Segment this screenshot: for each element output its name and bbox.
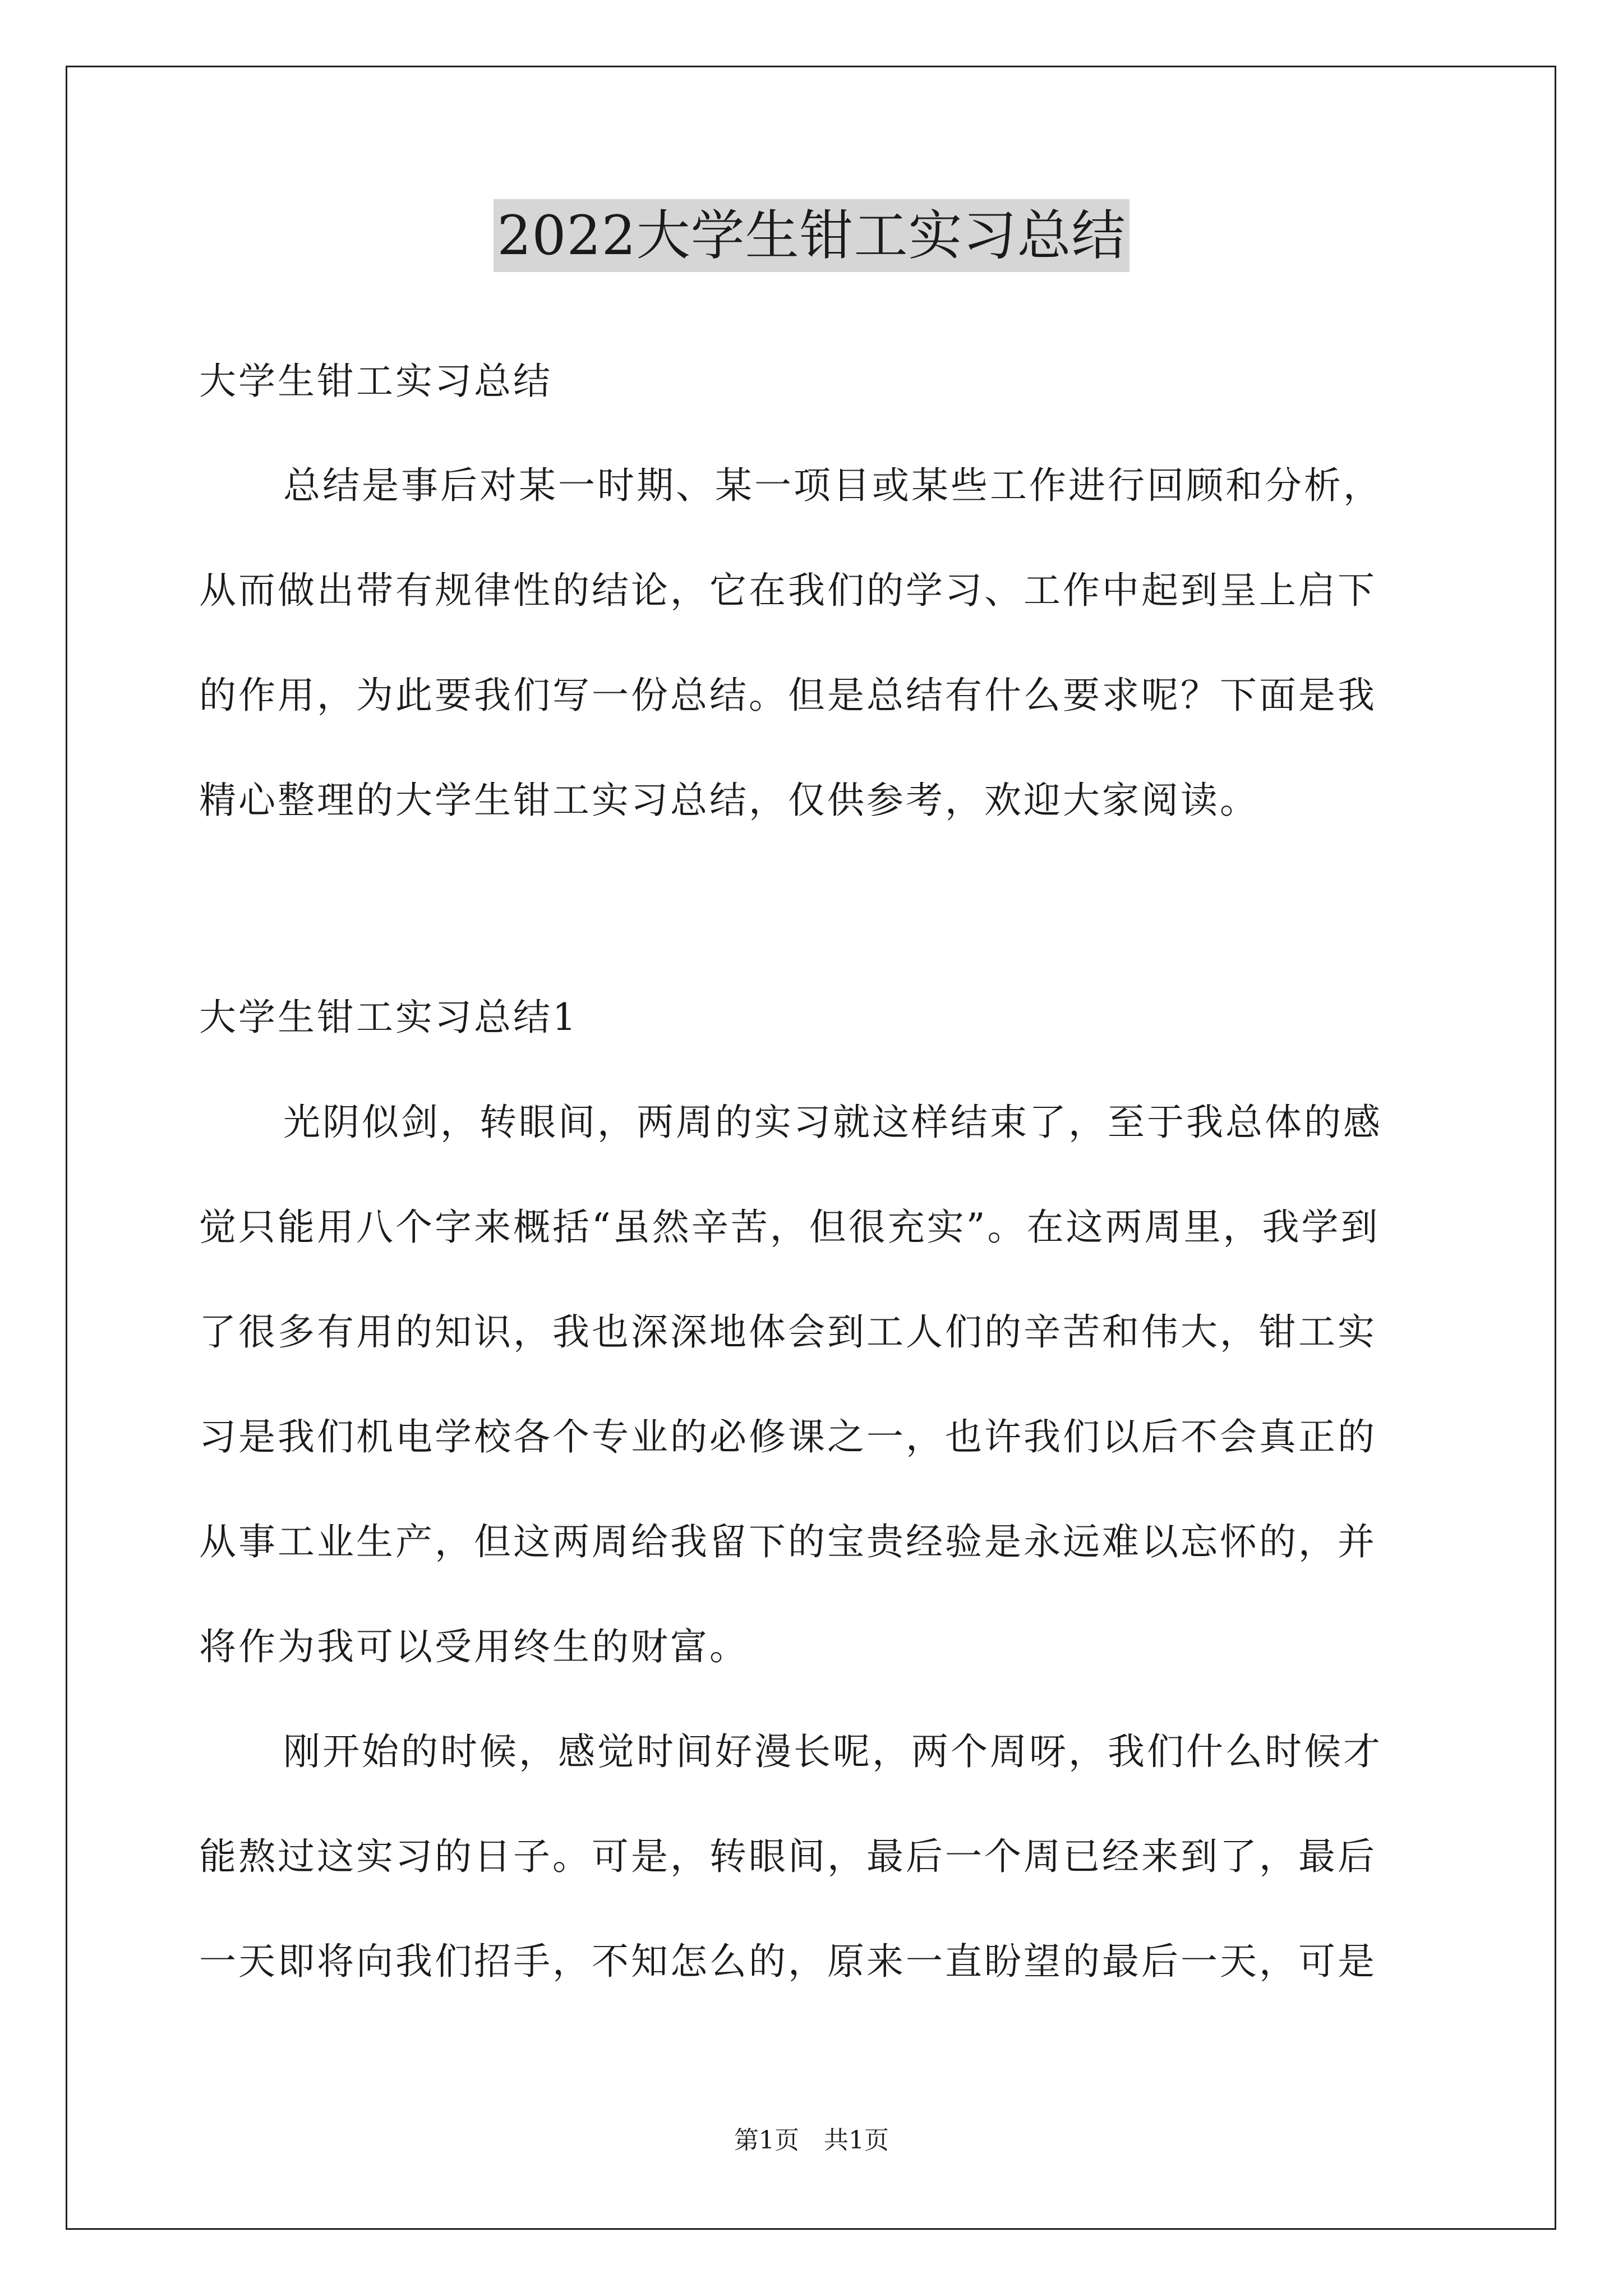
paragraph-line: 刚开始的时候，感觉时间好漫长呢，两个周呀，我们什么时候才 <box>283 1730 1382 1773</box>
paragraph-line: 总结是事后对某一时期、某一项目或某些工作进行回顾和分析， <box>283 464 1382 507</box>
section-heading: 大学生钳工实习总结 <box>199 360 552 403</box>
paragraph-line: 能熬过这实习的日子。可是，转眼间，最后一个周已经来到了，最后 <box>199 1835 1377 1878</box>
paragraph-line: 了很多有用的知识，我也深深地体会到工人们的辛苦和伟大，钳工实 <box>199 1310 1377 1354</box>
page-footer: 第1页 共1页 <box>734 2126 889 2155</box>
paragraph-line: 从事工业生产，但这两周给我留下的宝贵经验是永远难以忘怀的，并 <box>199 1520 1377 1563</box>
paragraph-line: 的作用，为此要我们写一份总结。但是总结有什么要求呢？下面是我 <box>199 674 1377 717</box>
paragraph-line: 将作为我可以受用终生的财富。 <box>199 1625 749 1668</box>
paragraph-line: 精心整理的大学生钳工实习总结，仅供参考，欢迎大家阅读。 <box>199 779 1259 822</box>
title-container <box>0 199 1623 272</box>
paragraph-line: 习是我们机电学校各个专业的必修课之一，也许我们以后不会真正的 <box>199 1415 1377 1458</box>
document-title: 2022大学生钳工实习总结 <box>494 199 1129 272</box>
paragraph-line: 觉只能用八个字来概括“虽然辛苦，但很充实”。在这两周里，我学到 <box>199 1205 1380 1249</box>
paragraph-line: 从而做出带有规律性的结论，它在我们的学习、工作中起到呈上启下 <box>199 569 1377 612</box>
paragraph-line: 光阴似剑，转眼间，两周的实习就这样结束了，至于我总体的感 <box>283 1101 1382 1144</box>
paragraph-line: 一天即将向我们招手，不知怎么的，原来一直盼望的最后一天，可是 <box>199 1940 1377 1983</box>
section-heading: 大学生钳工实习总结1 <box>199 996 578 1039</box>
